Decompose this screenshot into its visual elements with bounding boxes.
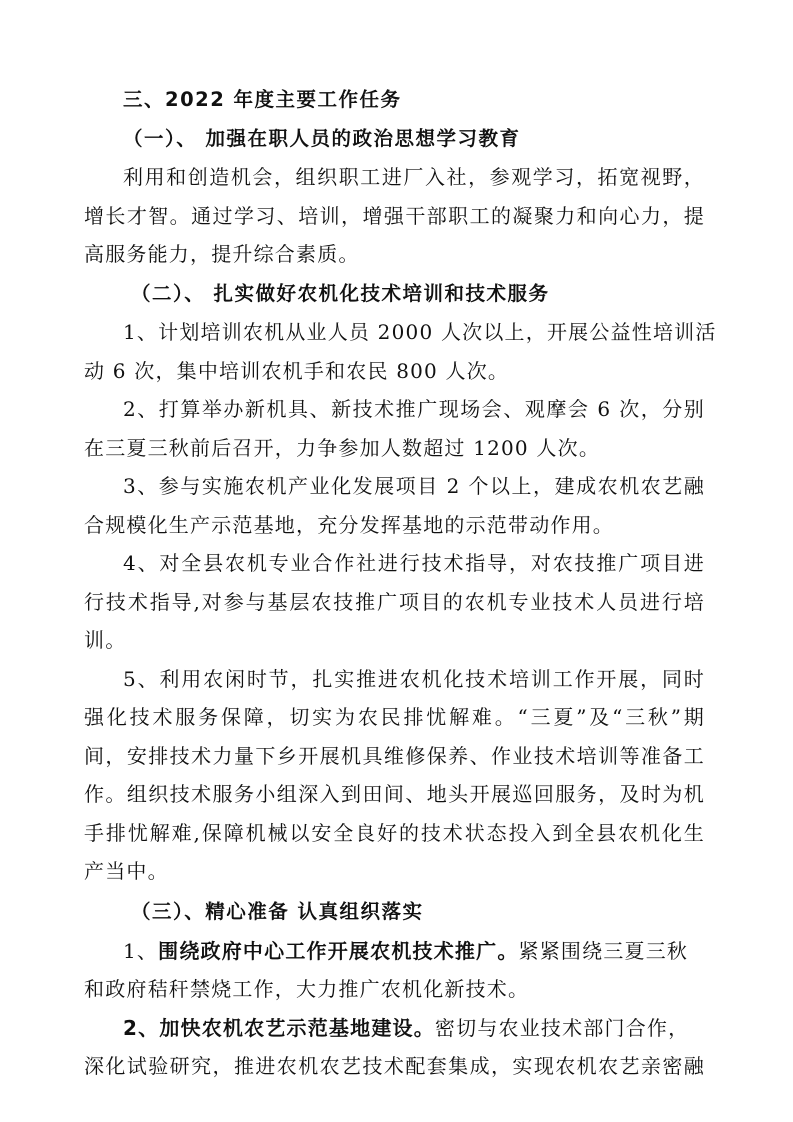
paragraph-line: 产当中。 bbox=[84, 859, 169, 883]
paragraph-line bbox=[123, 937, 688, 965]
bold-lead: 围绕政府中心工作开展农机技术推广。 bbox=[158, 939, 519, 963]
paragraph-line: 训。 bbox=[84, 628, 127, 652]
paragraph-line: 增长才智。通过学习、培训，增强干部职工的凝聚力和向心力，提 bbox=[84, 204, 705, 228]
paragraph-line: 1、计划培训农机从业人员 2000 人次以上，开展公益性培训活 bbox=[123, 320, 717, 344]
paragraph-line: 深化试验研究，推进农机农艺技术配套集成，实现农机农艺亲密融 bbox=[84, 1054, 705, 1078]
paragraph-line: 间，安排技术力量下乡开展机具维修保养、作业技术培训等准备工 bbox=[84, 744, 705, 768]
paragraph-line: 行技术指导,对参与基层农技推广项目的农机专业技术人员进行培 bbox=[84, 590, 705, 614]
paragraph-line: 手排忧解难,保障机械以安全良好的技术状态投入到全县农机化生 bbox=[84, 821, 705, 845]
paragraph-line: 和政府秸秆禁烧工作，大力推广农机化新技术。 bbox=[84, 977, 530, 1001]
paragraph-line bbox=[123, 1014, 689, 1042]
paragraph-line: 动 6 次，集中培训农机手和农民 800 人次。 bbox=[84, 359, 510, 383]
subsection-1-title: （一）、 加强在职人员的政治思想学习教育 bbox=[123, 127, 521, 150]
paragraph-line: 作。组织技术服务小组深入到田间、地头开展巡回服务，及时为机 bbox=[84, 782, 705, 806]
paragraph-line: 4、对全县农机专业合作社进行技术指导，对农技推广项目进 bbox=[123, 551, 705, 575]
paragraph-line: 3、参与实施农机产业化发展项目 2 个以上，建成农机农艺融 bbox=[123, 474, 705, 498]
paragraph-line: 强化技术服务保障，切实为农民排忧解难。“三夏”及“三秋”期 bbox=[84, 705, 705, 729]
subsection-2-title: （二）、 扎实做好农机化技术培训和技术服务 bbox=[131, 282, 550, 305]
paragraph-line: 在三夏三秋前后召开，力争参加人数超过 1200 人次。 bbox=[84, 436, 601, 460]
paragraph-line: 5、利用农闲时节，扎实推进农机化技术培训工作开展，同时 bbox=[123, 667, 705, 691]
paragraph-line: 高服务能力，提升综合素质。 bbox=[84, 242, 360, 266]
bold-lead: 2、加快农机农艺示范基地建设。 bbox=[123, 1016, 435, 1040]
paragraph-line: 利用和创造机会，组织职工进厂入社，参观学习，拓宽视野， bbox=[123, 165, 705, 189]
paragraph-text: 密切与农业技术部门合作， bbox=[434, 1016, 690, 1040]
item-number: 1、 bbox=[123, 939, 159, 963]
paragraph-text: 紧紧围绕三夏三秋 bbox=[518, 939, 689, 963]
section-heading: 三、2022 年度主要工作任务 bbox=[123, 88, 402, 111]
subsection-3-title: （三）、精心准备 认真组织落实 bbox=[131, 900, 424, 923]
paragraph-line: 2、打算举办新机具、新技术推广现场会、观摩会 6 次，分别 bbox=[123, 397, 705, 421]
paragraph-line: 合规模化生产示范基地，充分发挥基地的示范带动作用。 bbox=[84, 513, 614, 537]
